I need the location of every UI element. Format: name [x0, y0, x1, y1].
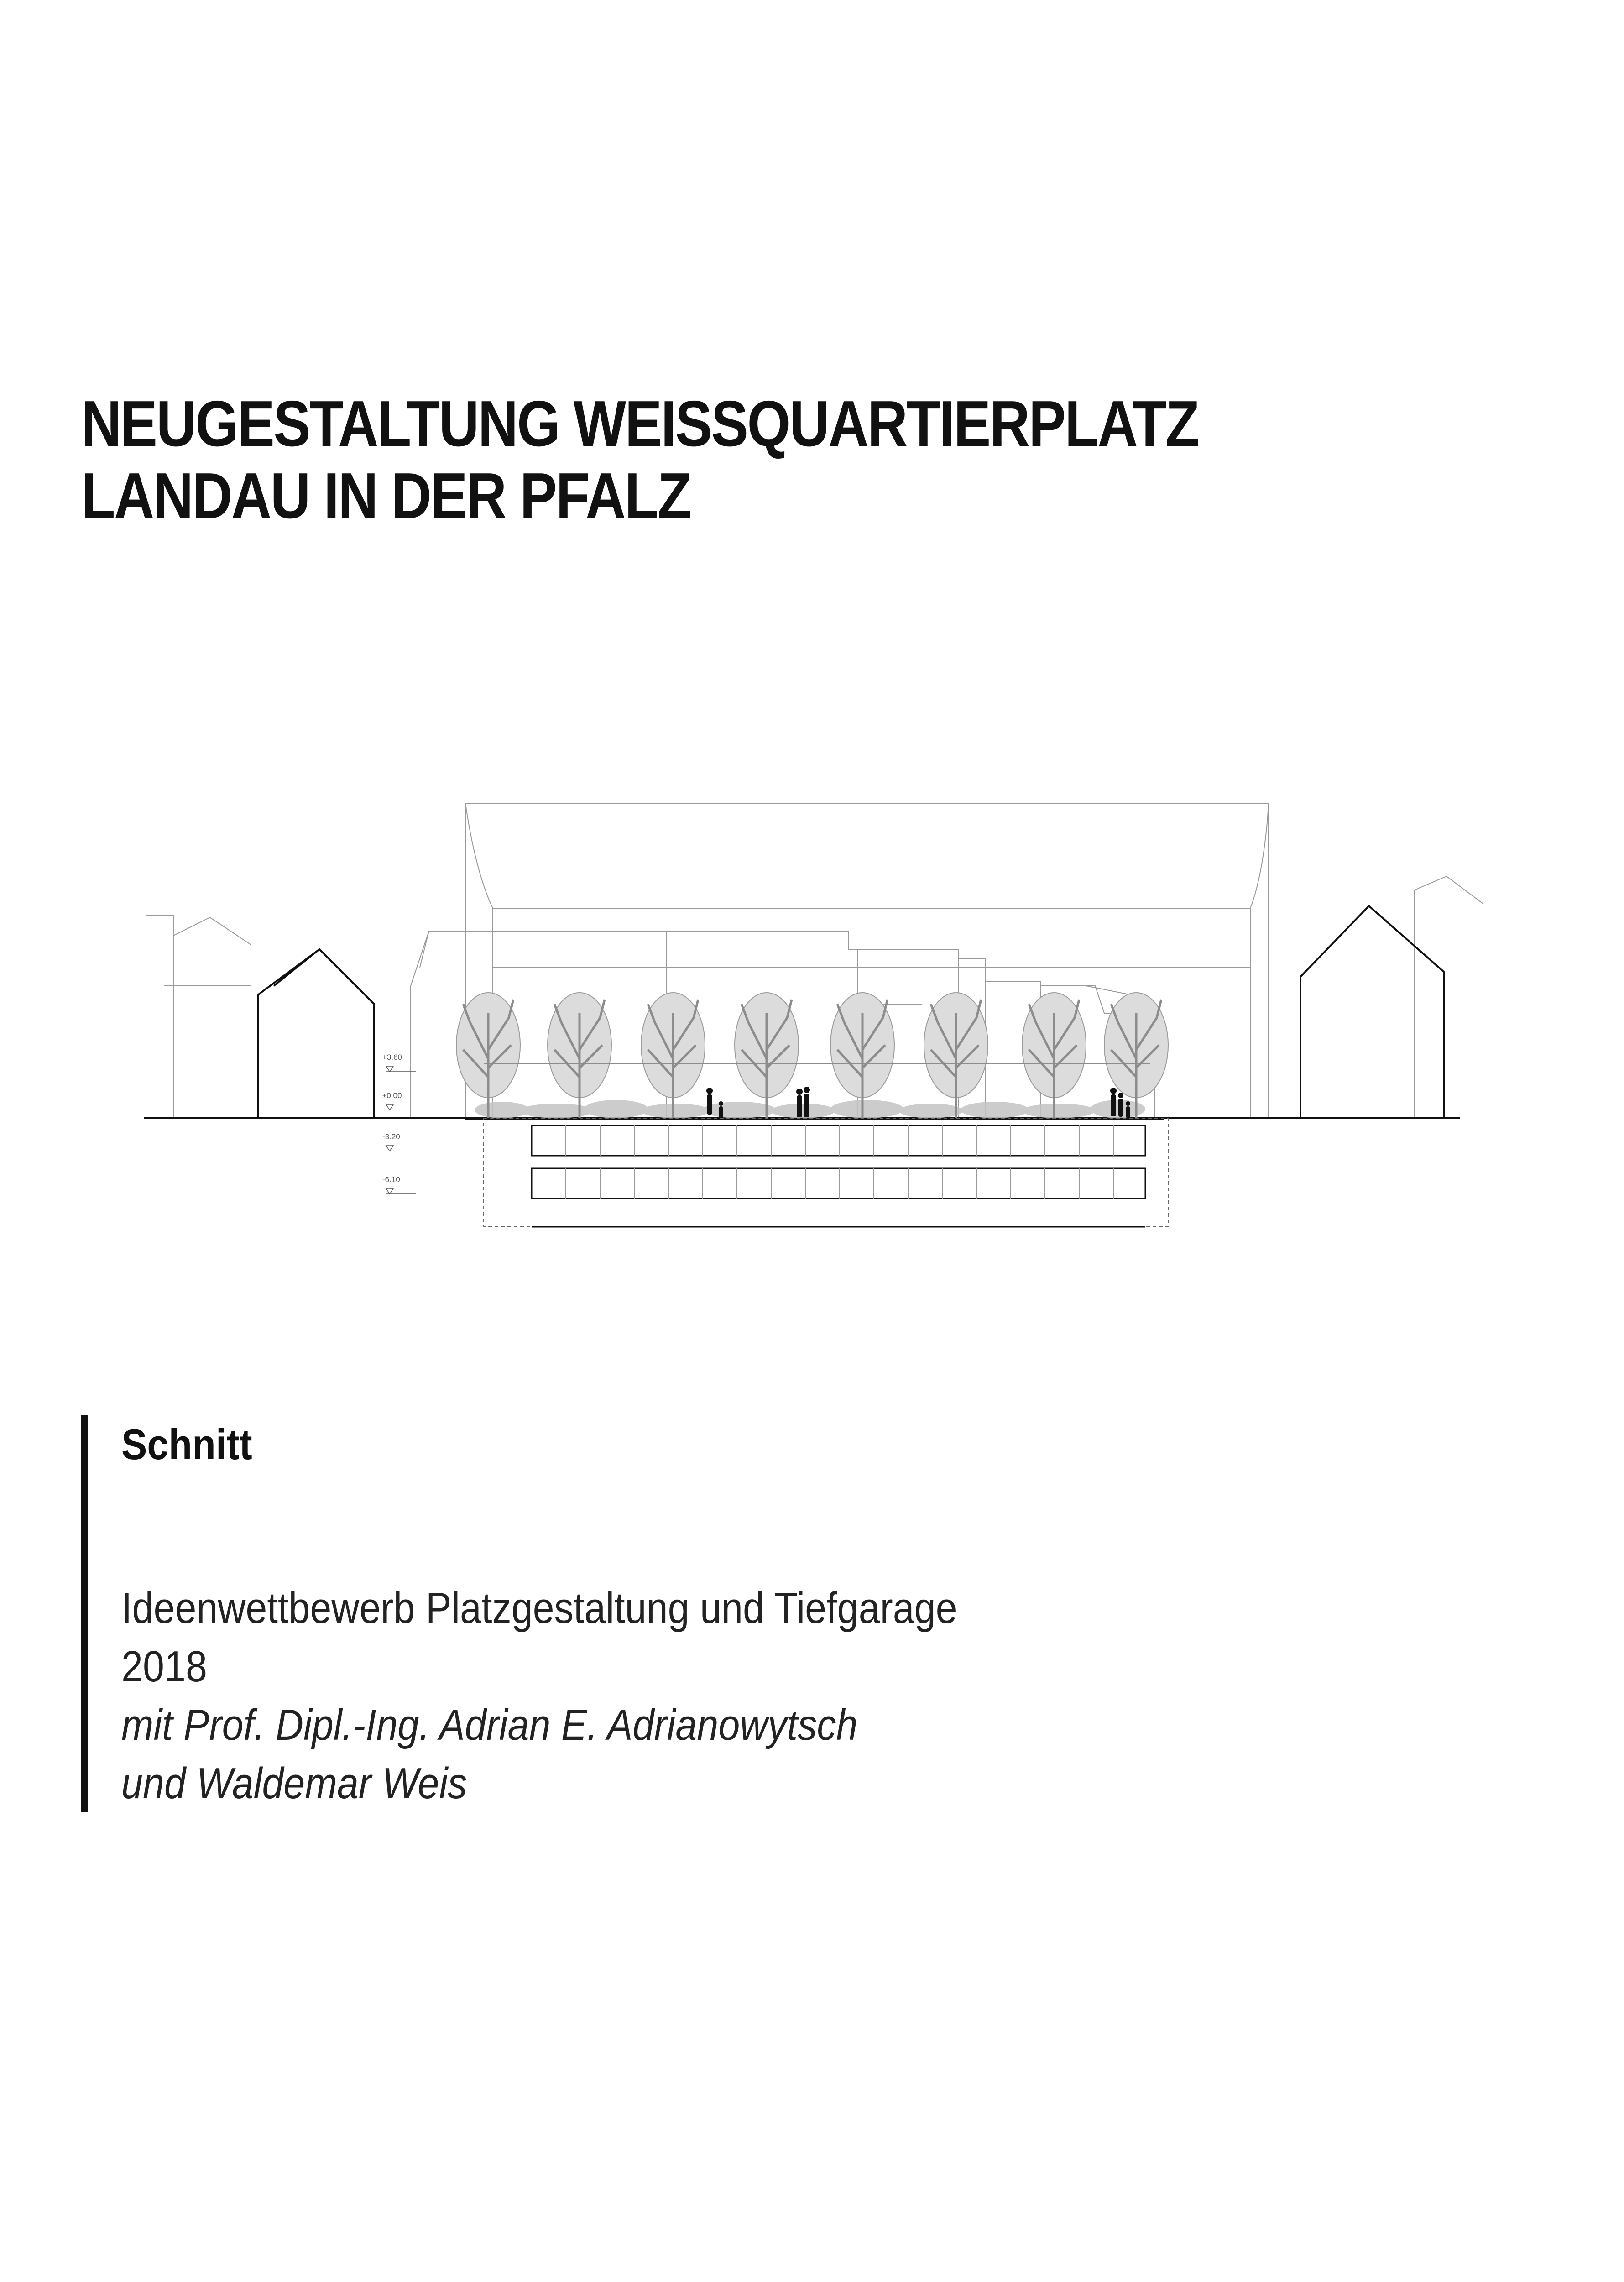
person: [1110, 1088, 1117, 1116]
project-description: [121, 1579, 1071, 1813]
person: [1118, 1093, 1123, 1117]
tree-6: [924, 993, 988, 1118]
collaborators-line-2: und Waldemar Weis: [121, 1759, 467, 1808]
project-info: [81, 1415, 1450, 1812]
accent-bar: [81, 1415, 88, 1812]
tree-7: [1022, 993, 1086, 1118]
tree-4: [735, 993, 799, 1118]
background-buildings: [146, 803, 1483, 1118]
competition-name: Ideenwettbewerb Platzgestaltung und Tiefgarage: [121, 1584, 957, 1633]
trees: [456, 993, 1168, 1118]
project-year: 2018: [121, 1642, 207, 1691]
level-marker-minus610: [382, 1175, 416, 1194]
level-marker-minus320: [382, 1132, 416, 1151]
section-heading: Schnitt: [121, 1420, 252, 1468]
section-drawing: [137, 730, 1506, 1241]
level-label: -6.10: [382, 1175, 400, 1184]
level-label: ±0.00: [382, 1091, 402, 1100]
person: [719, 1101, 723, 1118]
shrub-band: [475, 1100, 1145, 1118]
person: [796, 1089, 803, 1117]
collaborators-line-1: mit Prof. Dipl.-Ing. Adrian E. Adrianowytsch: [121, 1701, 858, 1749]
title-line-1: NEUGESTALTUNG WEISSQUARTIERPLATZ: [81, 387, 1198, 460]
title-line-2: LANDAU IN DER PFALZ: [81, 460, 690, 532]
tree-2: [548, 993, 611, 1118]
level-label: -3.20: [382, 1132, 400, 1141]
person: [1126, 1101, 1130, 1118]
level-label: +3.60: [382, 1053, 402, 1062]
parking-garage: [484, 1118, 1168, 1227]
tree-3: [641, 993, 705, 1118]
person: [706, 1088, 713, 1115]
tree-5: [830, 993, 894, 1118]
person: [804, 1087, 810, 1117]
parking-bays: [566, 1125, 1113, 1199]
page-title: [81, 388, 1541, 532]
